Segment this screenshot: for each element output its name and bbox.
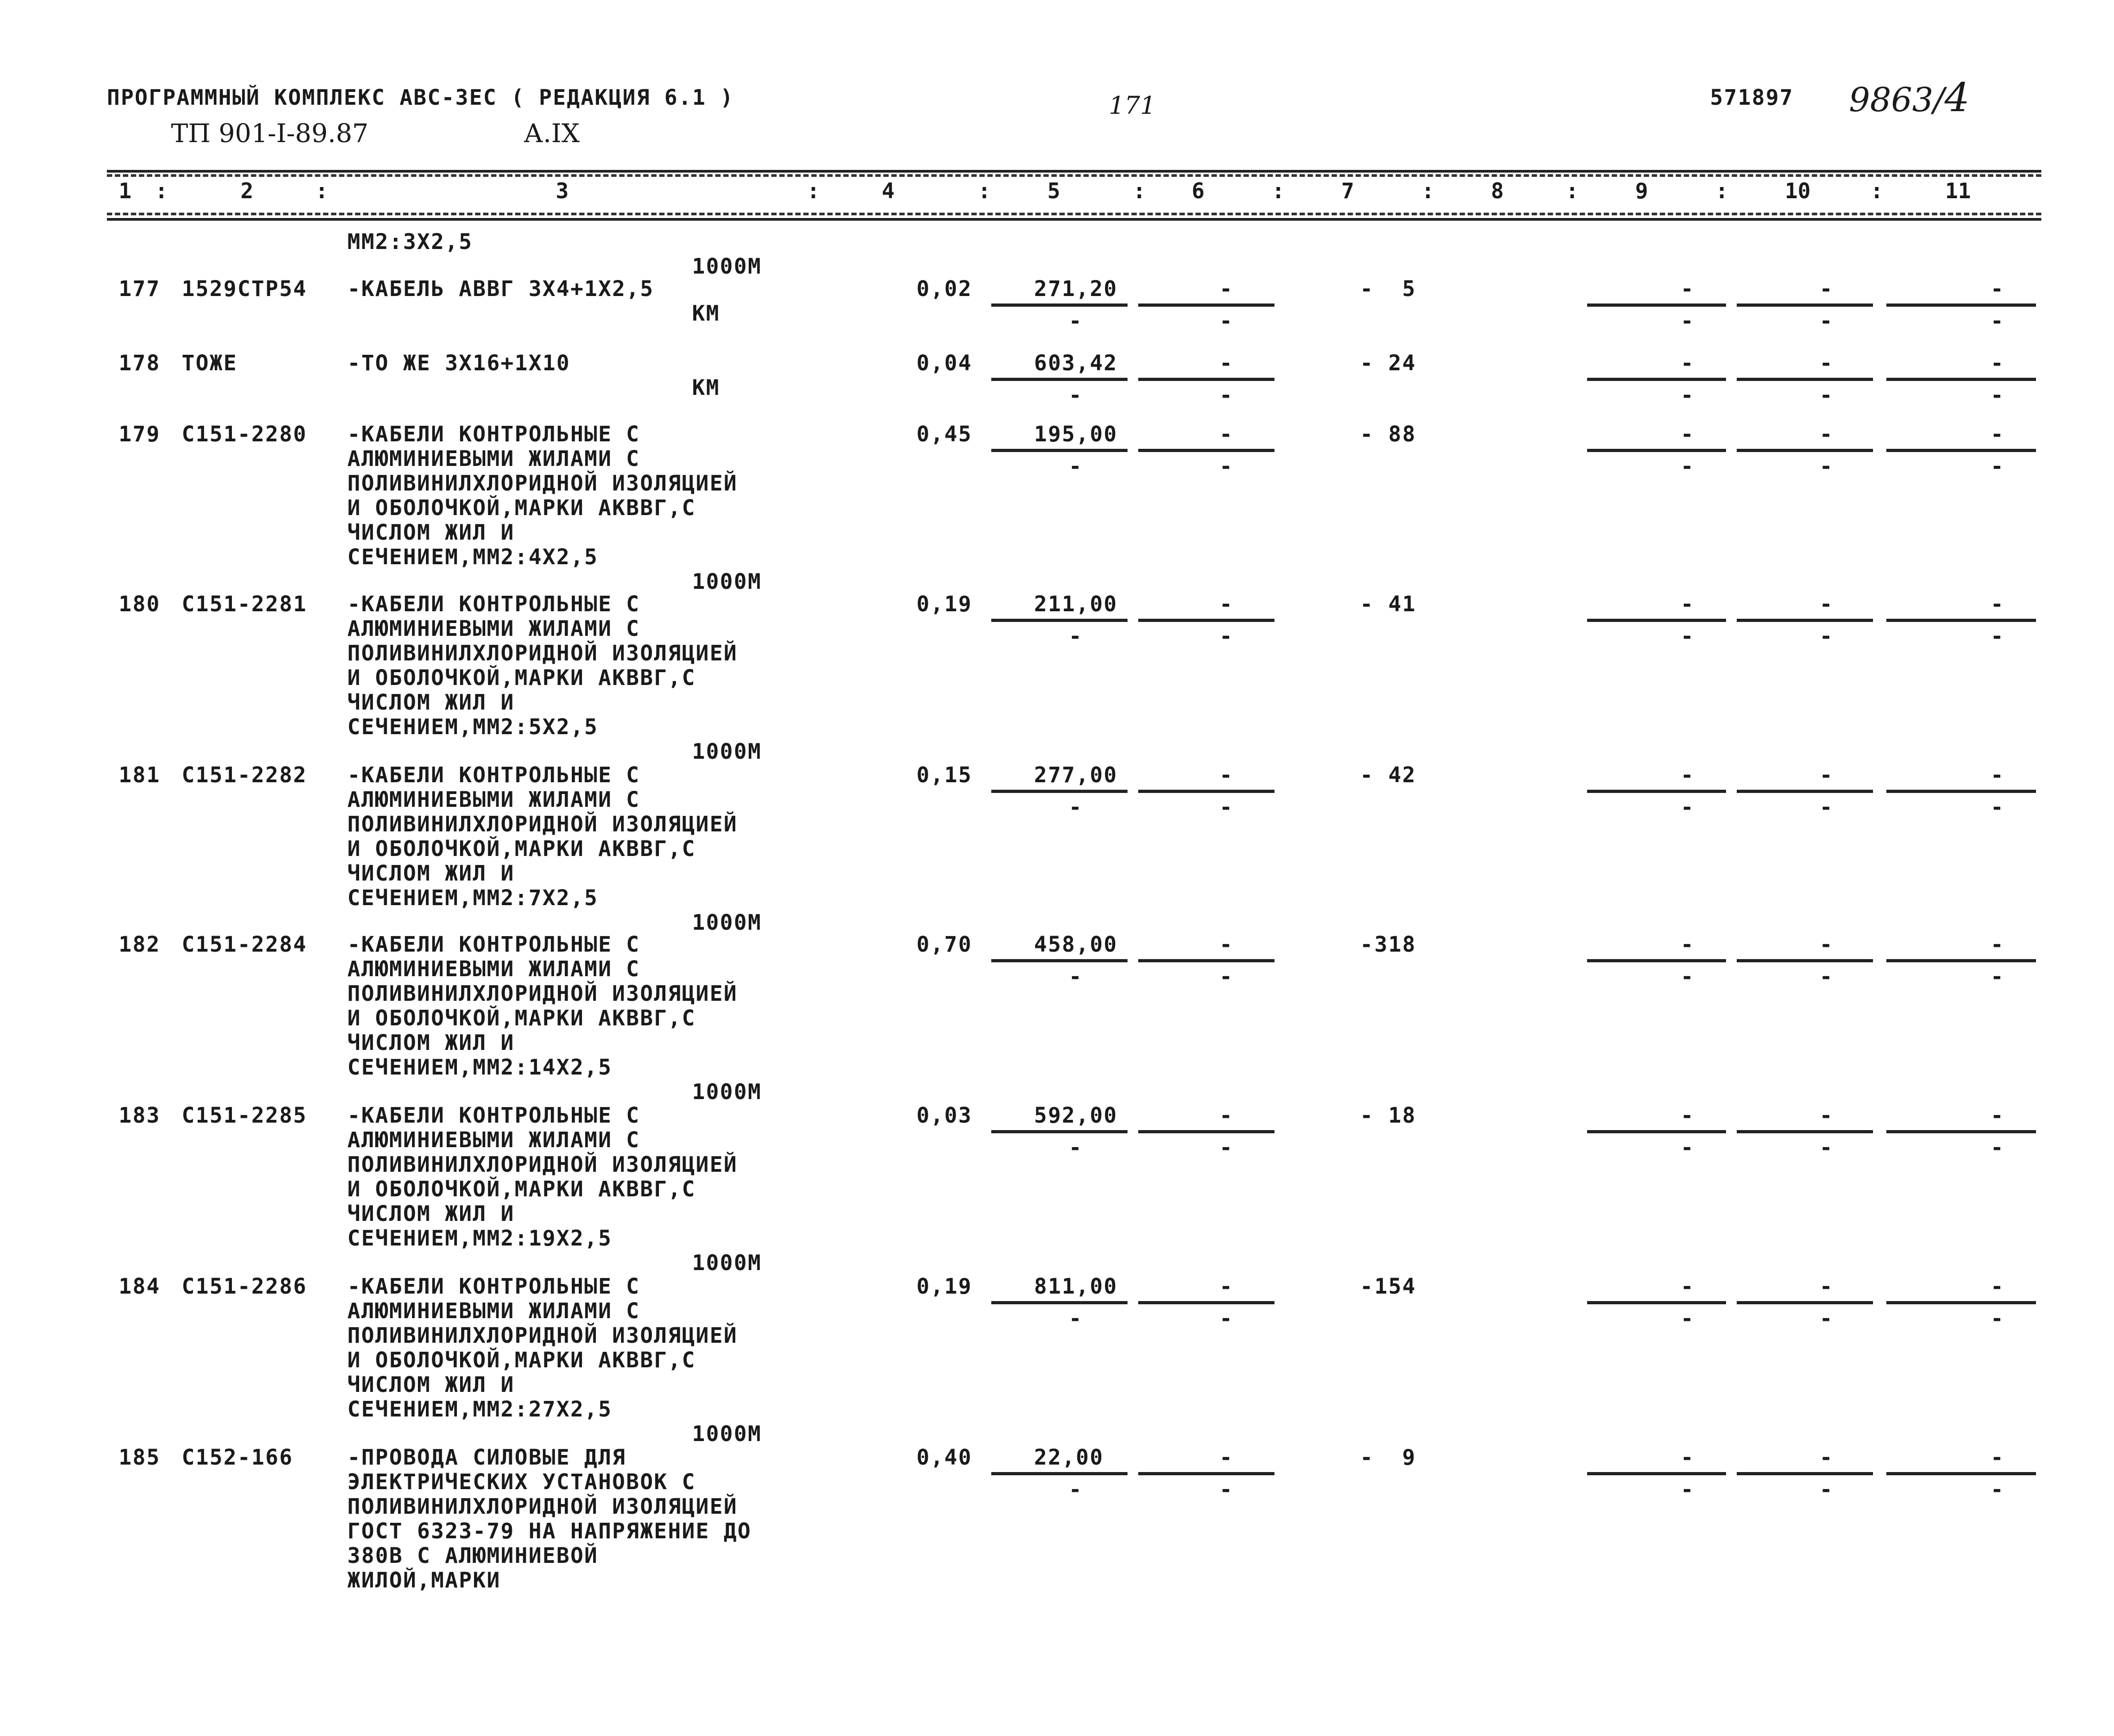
description-line: ПОЛИВИНИЛХЛОРИДНОЙ ИЗОЛЯЦИЕЙ [347,641,738,666]
cell-underline [1737,1472,1873,1475]
row-description [347,932,737,1080]
column-header: 7 [1341,179,1355,204]
column-7-value: 41 [1388,592,1417,617]
unit-price: 458,00 [1034,932,1118,957]
description-line: ПОЛИВИНИЛХЛОРИДНОЙ ИЗОЛЯЦИЕЙ [347,1153,738,1177]
description-line: -КАБЕЛИ КОНТРОЛЬНЫЕ С [347,932,640,957]
cell-underline [1587,1301,1726,1304]
description-line: ПОЛИВИНИЛХЛОРИДНОЙ ИЗОЛЯЦИЕЙ [347,812,738,837]
empty-value: - [1991,1103,2005,1128]
description-line: -ТО ЖЕ 3Х16+1Х10 [347,351,571,376]
cell-underline [1886,378,2036,381]
cell-underline [1886,1130,2036,1133]
column-7-value: 24 [1388,351,1417,376]
empty-value: - [1360,932,1374,957]
empty-value: - [1219,763,1234,788]
empty-value: - [1219,1135,1234,1160]
cell-underline [1737,790,1873,793]
document-code: 571897 [1710,85,1794,110]
column-header: : [1272,179,1285,204]
empty-value: - [1219,1274,1234,1299]
description-line: ЧИСЛОМ ЖИЛ И [347,690,515,715]
description-line: ГОСТ 6323-79 НА НАПРЯЖЕНИЕ ДО [347,1519,752,1544]
column-7-value: 5 [1402,277,1417,301]
empty-value: - [1681,1445,1695,1470]
empty-value: - [1681,795,1695,820]
cell-underline [991,1130,1128,1133]
empty-value: - [1681,1274,1695,1299]
unit-label: 1000М [692,254,762,279]
empty-value: - [1681,1477,1695,1502]
empty-value: - [1820,1477,1834,1502]
description-line: И ОБОЛОЧКОЙ,МАРКИ АКВВГ,С [347,666,696,690]
empty-value: - [1360,351,1374,376]
description-line: -КАБЕЛИ КОНТРОЛЬНЫЕ С [347,592,640,617]
empty-value: - [1991,964,2005,989]
empty-value: - [1991,1445,2005,1470]
unit-label: 1000М [692,1422,762,1446]
description-line: ЧИСЛОМ ЖИЛ И [347,861,515,886]
empty-value: - [1069,1135,1083,1160]
empty-value: - [1991,454,2005,479]
cell-underline [1886,1301,2036,1304]
row-code: С152-166 [182,1445,293,1470]
row-code: 1529СТР54 [182,277,307,301]
cell-underline [991,959,1128,962]
quantity: 0,40 [916,1445,973,1470]
row-number: 178 [119,351,161,376]
description-line: -ПРОВОДА СИЛОВЫЕ ДЛЯ [347,1445,626,1470]
unit-price: 22,00 [1034,1445,1104,1470]
empty-value: - [1991,383,2005,408]
description-line: И ОБОЛОЧКОЙ,МАРКИ АКВВГ,С [347,1006,696,1031]
carry-over-text: ММ2:3Х2,5 [347,230,473,254]
program-header: ПРОГРАММНЫЙ КОМПЛЕКС АВС-3ЕС ( РЕДАКЦИЯ 6.1 ) [107,85,734,110]
unit-label: КМ [692,376,720,400]
empty-value: - [1820,592,1834,617]
cell-underline [991,619,1128,622]
description-line: -КАБЕЛИ КОНТРОЛЬНЫЕ С [347,763,640,788]
cell-underline [1587,303,1726,307]
column-7-value: 18 [1388,1103,1417,1128]
cell-underline [1138,303,1274,307]
row-code: С151-2282 [182,763,307,788]
cell-underline [1737,619,1873,622]
header-top-rule [107,170,2041,173]
row-code: С151-2281 [182,592,307,617]
header-top-rule-2 [107,174,2041,177]
cell-underline [1886,619,2036,622]
cell-underline [1886,1472,2036,1475]
empty-value: - [1820,422,1834,447]
description-line: -КАБЕЛИ КОНТРОЛЬНЫЕ С [347,1274,640,1299]
stamp-sheet: 4 [1944,75,1970,121]
header-bottom-rule [107,213,2041,215]
description-line: -КАБЕЛЬ АВВГ 3Х4+1Х2,5 [347,277,654,301]
empty-value: - [1219,1103,1234,1128]
album-number: А.IX [524,119,580,149]
row-code: ТОЖЕ [182,351,238,376]
unit-price: 271,20 [1034,277,1118,301]
cell-underline [1138,619,1274,622]
cell-underline [991,449,1128,452]
column-header: 9 [1635,179,1649,204]
empty-value: - [1991,763,2005,788]
empty-value: - [1360,592,1374,617]
empty-value: - [1820,383,1834,408]
description-line: И ОБОЛОЧКОЙ,МАРКИ АКВВГ,С [347,1348,696,1373]
row-number: 177 [119,277,161,301]
cell-underline [991,1301,1128,1304]
cell-underline [1886,959,2036,962]
description-line: ЧИСЛОМ ЖИЛ И [347,1373,515,1397]
row-number: 185 [119,1445,161,1470]
empty-value: - [1360,277,1374,301]
description-line: ЖИЛОЙ,МАРКИ [347,1568,501,1593]
column-7-value: 42 [1388,763,1417,788]
empty-value: - [1069,1477,1083,1502]
description-line: 380В С АЛЮМИНИЕВОЙ [347,1544,599,1568]
row-description [347,592,737,739]
unit-price: 211,00 [1034,592,1118,617]
cell-underline [1587,959,1726,962]
column-7-value: 88 [1388,422,1417,447]
description-line: ЧИСЛОМ ЖИЛ И [347,520,515,545]
description-line: И ОБОЛОЧКОЙ,МАРКИ АКВВГ,С [347,496,696,520]
cell-underline [1737,378,1873,381]
empty-value: - [1820,932,1834,957]
column-header: 10 [1785,179,1811,204]
empty-value: - [1991,1135,2005,1160]
column-header: 6 [1192,179,1205,204]
column-header: : [1566,179,1579,204]
empty-value: - [1219,624,1234,649]
quantity: 0,19 [916,1274,973,1299]
cell-underline [1886,303,2036,307]
cell-underline [1138,378,1274,381]
stamp-num: 9863 [1849,80,1933,119]
row-description [347,1445,751,1593]
empty-value: - [1681,592,1695,617]
empty-value: - [1820,1103,1834,1128]
description-line: ЧИСЛОМ ЖИЛ И [347,1202,515,1226]
empty-value: - [1820,454,1834,479]
column-header: : [978,179,991,204]
cell-underline [991,378,1128,381]
empty-value: - [1360,763,1374,788]
description-line: ПОЛИВИНИЛХЛОРИДНОЙ ИЗОЛЯЦИЕЙ [347,1494,738,1519]
empty-value: - [1681,351,1695,376]
cell-underline [1587,790,1726,793]
row-code: С151-2285 [182,1103,307,1128]
description-line: ЧИСЛОМ ЖИЛ И [347,1031,515,1055]
unit-label: 1000М [692,1080,762,1104]
description-line: ПОЛИВИНИЛХЛОРИДНОЙ ИЗОЛЯЦИЕЙ [347,982,738,1006]
empty-value: - [1991,1306,2005,1331]
description-line: ПОЛИВИНИЛХЛОРИДНОЙ ИЗОЛЯЦИЕЙ [347,471,738,496]
empty-value: - [1991,932,2005,957]
row-number: 181 [119,763,161,788]
column-header: 1 [119,179,132,204]
column-header: 11 [1945,179,1971,204]
empty-value: - [1991,351,2005,376]
description-line: АЛЮМИНИЕВЫМИ ЖИЛАМИ С [347,1128,640,1153]
empty-value: - [1681,932,1695,957]
empty-value: - [1681,1103,1695,1128]
column-header: : [155,179,168,204]
row-code: С151-2284 [182,932,307,957]
column-7-value: 154 [1374,1274,1417,1299]
unit-price: 603,42 [1034,351,1118,376]
empty-value: - [1991,422,2005,447]
empty-value: - [1820,1135,1834,1160]
cell-underline [1138,790,1274,793]
description-line: СЕЧЕНИЕМ,ММ2:27Х2,5 [347,1397,612,1422]
cell-underline [1737,1130,1873,1133]
unit-price: 811,00 [1034,1274,1118,1299]
description-line: СЕЧЕНИЕМ,ММ2:4Х2,5 [347,545,599,570]
empty-value: - [1360,1103,1374,1128]
cell-underline [1886,790,2036,793]
unit-label: 1000М [692,1251,762,1275]
description-line: АЛЮМИНИЕВЫМИ ЖИЛАМИ С [347,957,640,982]
empty-value: - [1681,309,1695,333]
row-description [347,422,737,570]
empty-value: - [1069,795,1083,820]
cell-underline [1737,959,1873,962]
empty-value: - [1681,277,1695,301]
empty-value: - [1820,795,1834,820]
unit-label: КМ [692,301,720,326]
empty-value: - [1820,763,1834,788]
cell-underline [1587,449,1726,452]
cell-underline [991,790,1128,793]
quantity: 0,02 [916,277,973,301]
empty-value: - [1820,1445,1834,1470]
empty-value: - [1219,277,1234,301]
empty-value: - [1219,309,1234,333]
empty-value: - [1219,383,1234,408]
column-7-value: 318 [1374,932,1417,957]
description-line: СЕЧЕНИЕМ,ММ2:5Х2,5 [347,715,599,739]
description-line: АЛЮМИНИЕВЫМИ ЖИЛАМИ С [347,788,640,812]
cell-underline [1138,1301,1274,1304]
empty-value: - [1681,454,1695,479]
column-header: : [1715,179,1729,204]
cell-underline [1587,1130,1726,1133]
stamp-number: 9863/4 [1849,75,1970,121]
unit-label: 1000М [692,910,762,935]
cell-underline [1587,619,1726,622]
unit-label: 1000М [692,739,762,764]
page-number: 171 [1109,91,1156,120]
cell-underline [1138,449,1274,452]
quantity: 0,03 [916,1103,973,1128]
cell-underline [991,303,1128,307]
cell-underline [1587,378,1726,381]
column-7-value: 9 [1402,1445,1417,1470]
empty-value: - [1681,1135,1695,1160]
description-line: АЛЮМИНИЕВЫМИ ЖИЛАМИ С [347,447,640,471]
empty-value: - [1219,1477,1234,1502]
row-number: 184 [119,1274,161,1299]
empty-value: - [1219,932,1234,957]
quantity: 0,19 [916,592,973,617]
quantity: 0,45 [916,422,973,447]
row-description [347,763,737,910]
empty-value: - [1991,309,2005,333]
row-number: 179 [119,422,161,447]
column-header: 5 [1047,179,1061,204]
cell-underline [991,1472,1128,1475]
description-line: АЛЮМИНИЕВЫМИ ЖИЛАМИ С [347,617,640,641]
empty-value: - [1991,1274,2005,1299]
column-header: : [807,179,820,204]
description-line: АЛЮМИНИЕВЫМИ ЖИЛАМИ С [347,1299,640,1324]
column-header: 4 [882,179,895,204]
unit-label: 1000М [692,570,762,594]
column-header: : [1133,179,1146,204]
cell-underline [1138,959,1274,962]
empty-value: - [1820,624,1834,649]
cell-underline [1737,449,1873,452]
empty-value: - [1820,309,1834,333]
row-number: 180 [119,592,161,617]
header-bottom-rule-2 [107,218,2041,221]
description-line: СЕЧЕНИЕМ,ММ2:7Х2,5 [347,886,599,910]
column-header: : [1421,179,1435,204]
cell-underline [1587,1472,1726,1475]
column-header: : [315,179,329,204]
cell-underline [1138,1472,1274,1475]
row-description [347,277,654,301]
empty-value: - [1681,1306,1695,1331]
empty-value: - [1681,763,1695,788]
row-code: С151-2286 [182,1274,307,1299]
project-number: ТП 901-I-89.87 [171,119,369,149]
empty-value: - [1991,592,2005,617]
quantity: 0,15 [916,763,973,788]
empty-value: - [1219,422,1234,447]
empty-value: - [1991,795,2005,820]
quantity: 0,04 [916,351,973,376]
empty-value: - [1069,624,1083,649]
unit-price: 195,00 [1034,422,1118,447]
description-line: И ОБОЛОЧКОЙ,МАРКИ АКВВГ,С [347,1177,696,1202]
description-line: -КАБЕЛИ КОНТРОЛЬНЫЕ С [347,422,640,447]
empty-value: - [1219,964,1234,989]
empty-value: - [1820,351,1834,376]
empty-value: - [1069,1306,1083,1331]
empty-value: - [1360,1445,1374,1470]
empty-value: - [1681,383,1695,408]
empty-value: - [1991,624,2005,649]
empty-value: - [1219,454,1234,479]
empty-value: - [1069,454,1083,479]
row-number: 182 [119,932,161,957]
row-number: 183 [119,1103,161,1128]
empty-value: - [1820,964,1834,989]
row-description [347,1103,737,1251]
empty-value: - [1219,1306,1234,1331]
empty-value: - [1069,383,1083,408]
empty-value: - [1681,964,1695,989]
empty-value: - [1360,1274,1374,1299]
empty-value: - [1681,624,1695,649]
empty-value: - [1069,964,1083,989]
column-header: 3 [556,179,569,204]
empty-value: - [1219,1445,1234,1470]
empty-value: - [1991,1477,2005,1502]
row-description [347,1274,737,1422]
description-line: И ОБОЛОЧКОЙ,МАРКИ АКВВГ,С [347,837,696,861]
column-header: 8 [1491,179,1504,204]
empty-value: - [1991,277,2005,301]
quantity: 0,70 [916,932,973,957]
empty-value: - [1360,422,1374,447]
empty-value: - [1820,1306,1834,1331]
unit-price: 592,00 [1034,1103,1118,1128]
description-line: СЕЧЕНИЕМ,ММ2:14Х2,5 [347,1055,612,1080]
description-line: ПОЛИВИНИЛХЛОРИДНОЙ ИЗОЛЯЦИЕЙ [347,1324,738,1348]
empty-value: - [1219,592,1234,617]
row-code: С151-2280 [182,422,307,447]
empty-value: - [1069,309,1083,333]
description-line: -КАБЕЛИ КОНТРОЛЬНЫЕ С [347,1103,640,1128]
empty-value: - [1820,277,1834,301]
unit-price: 277,00 [1034,763,1118,788]
column-header: : [1870,179,1884,204]
empty-value: - [1681,422,1695,447]
description-line: СЕЧЕНИЕМ,ММ2:19Х2,5 [347,1226,612,1251]
empty-value: - [1219,351,1234,376]
cell-underline [1886,449,2036,452]
cell-underline [1138,1130,1274,1133]
cell-underline [1737,1301,1873,1304]
row-description [347,351,570,376]
empty-value: - [1219,795,1234,820]
cell-underline [1737,303,1873,307]
description-line: ЭЛЕКТРИЧЕСКИХ УСТАНОВОК С [347,1470,696,1494]
empty-value: - [1820,1274,1834,1299]
column-header: 2 [240,179,254,204]
